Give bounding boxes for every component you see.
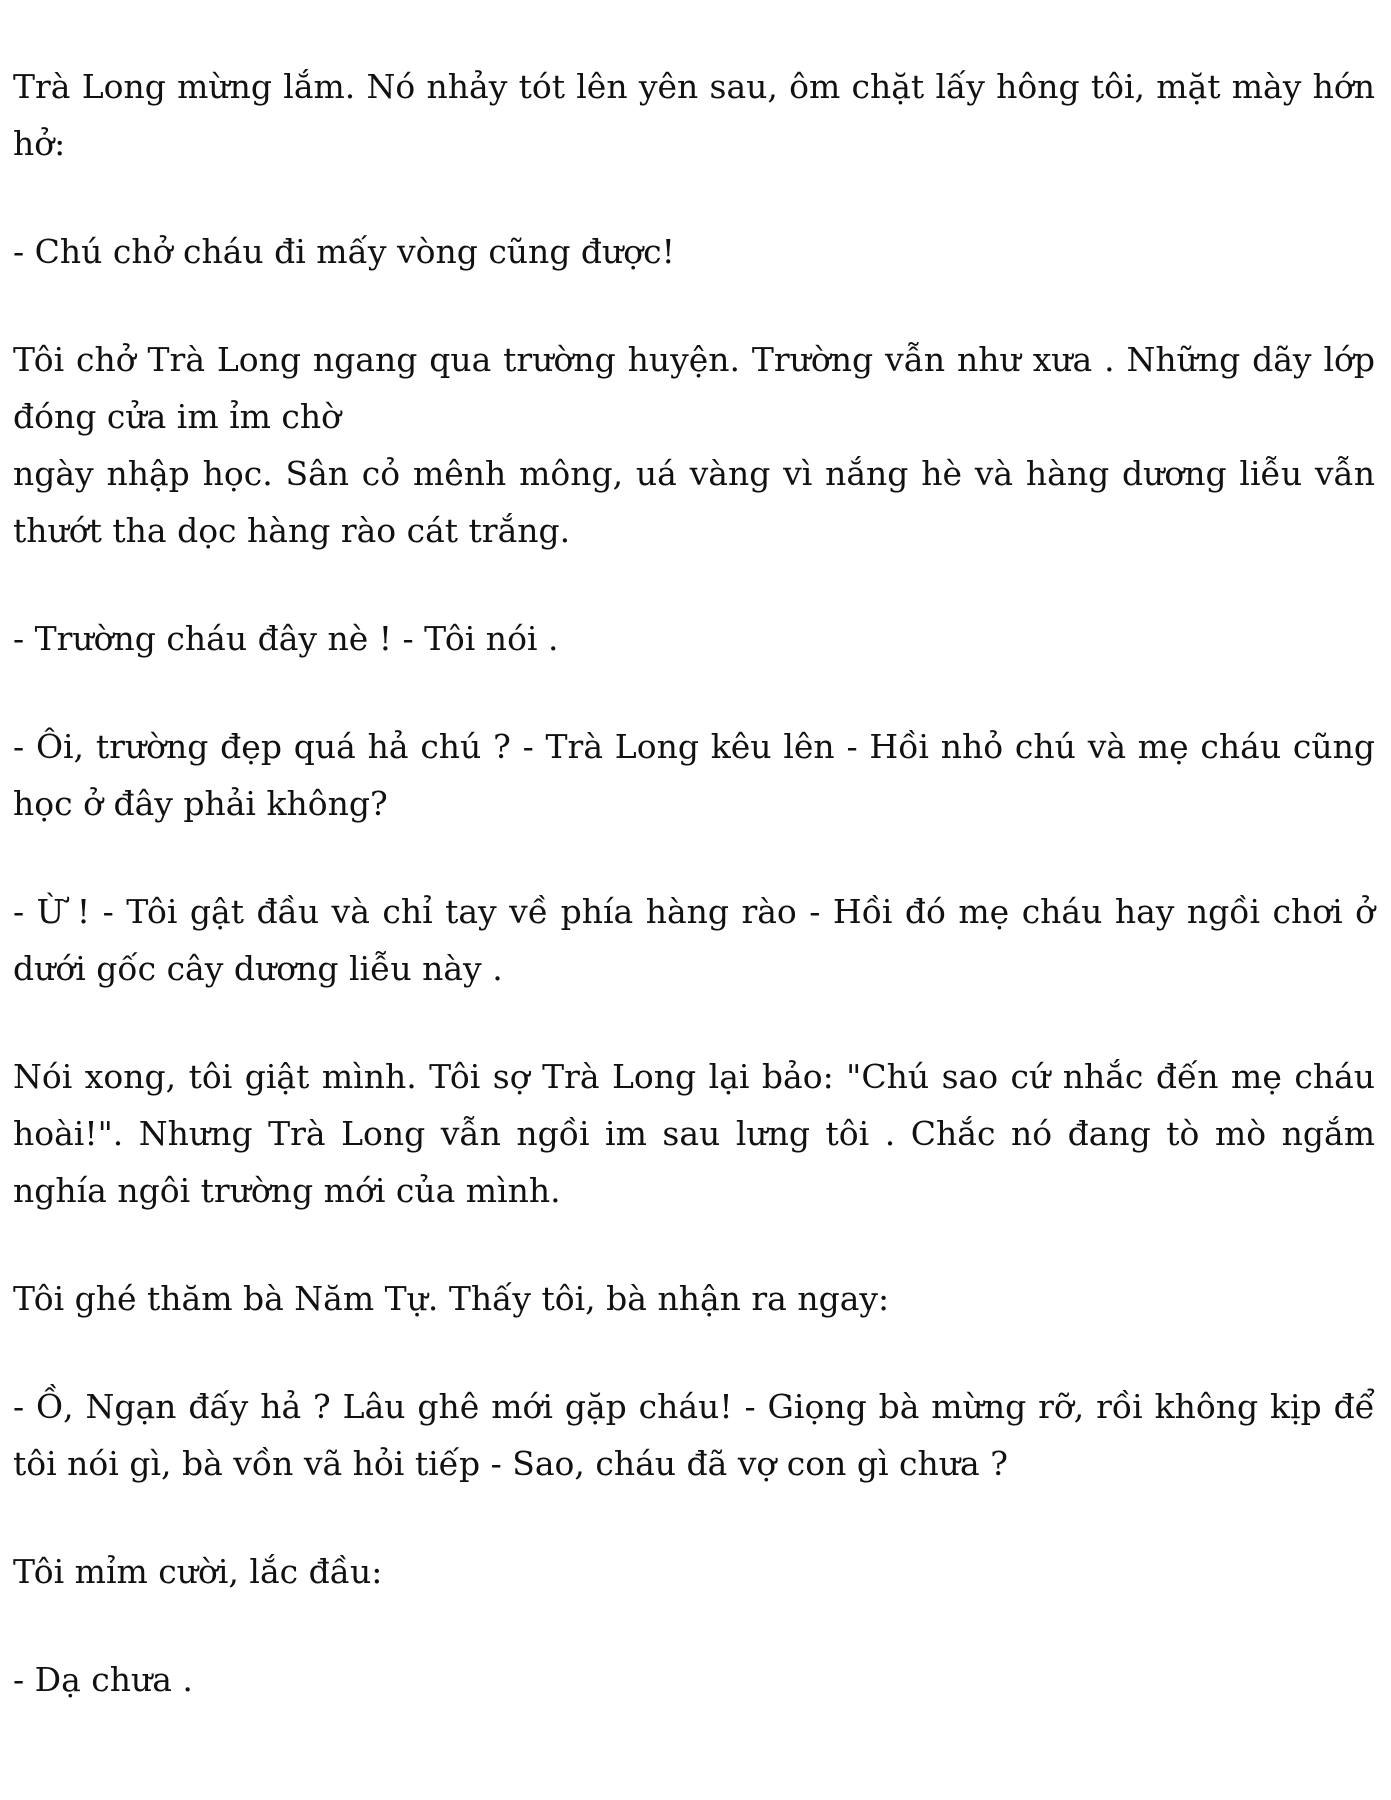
paragraph-5: - Trường cháu đây nè ! - Tôi nói . [13, 619, 559, 658]
paragraph-1: Trà Long mừng lắm. Nó nhảy tót lên yên sau, ôm chặt lấy hông tôi, mặt mày hớn hở: [13, 67, 1375, 163]
paragraph-6: - Ôi, trường đẹp quá hả chú ? - Trà Long kêu lên - Hồi nhỏ chú và mẹ cháu cũng học ở đây phải không? [13, 727, 1375, 823]
paragraph-4: ngày nhập học. Sân cỏ mênh mông, uá vàng vì nắng hè và hàng dương liễu vẫn thướt tha dọc hàng rào cát trắng. [13, 454, 1375, 550]
paragraph-8: Nói xong, tôi giật mình. Tôi sợ Trà Long lại bảo: "Chú sao cứ nhắc đến mẹ cháu hoài!". Nhưng Trà Long vẫn ngồi im sau lưng tôi . Chắc nó đang tò mò ngắm nghía ngôi trường mới của mình. [13, 1057, 1375, 1210]
paragraph-12: - Dạ chưa . [13, 1660, 193, 1699]
paragraph-2: - Chú chở cháu đi mấy vòng cũng được! [13, 232, 675, 271]
paragraph-3: Tôi chở Trà Long ngang qua trường huyện. Trường vẫn như xưa . Những dãy lớp đóng cửa im ỉm chờ [13, 340, 1375, 436]
paragraph-11: Tôi mỉm cười, lắc đầu: [13, 1552, 383, 1591]
paragraph-10: - Ồ, Ngạn đấy hả ? Lâu ghê mới gặp cháu! - Giọng bà mừng rỡ, rồi không kịp để tôi nói gì, bà vồn vã hỏi tiếp - Sao, cháu đã vợ con gì chưa ? [13, 1387, 1375, 1483]
document-page [13, 58, 1375, 1759]
paragraph-9: Tôi ghé thăm bà Năm Tự. Thấy tôi, bà nhận ra ngay: [13, 1279, 890, 1318]
paragraph-7: - Ừ ! - Tôi gật đầu và chỉ tay về phía hàng rào - Hồi đó mẹ cháu hay ngồi chơi ở dưới gốc cây dương liễu này . [13, 892, 1375, 988]
